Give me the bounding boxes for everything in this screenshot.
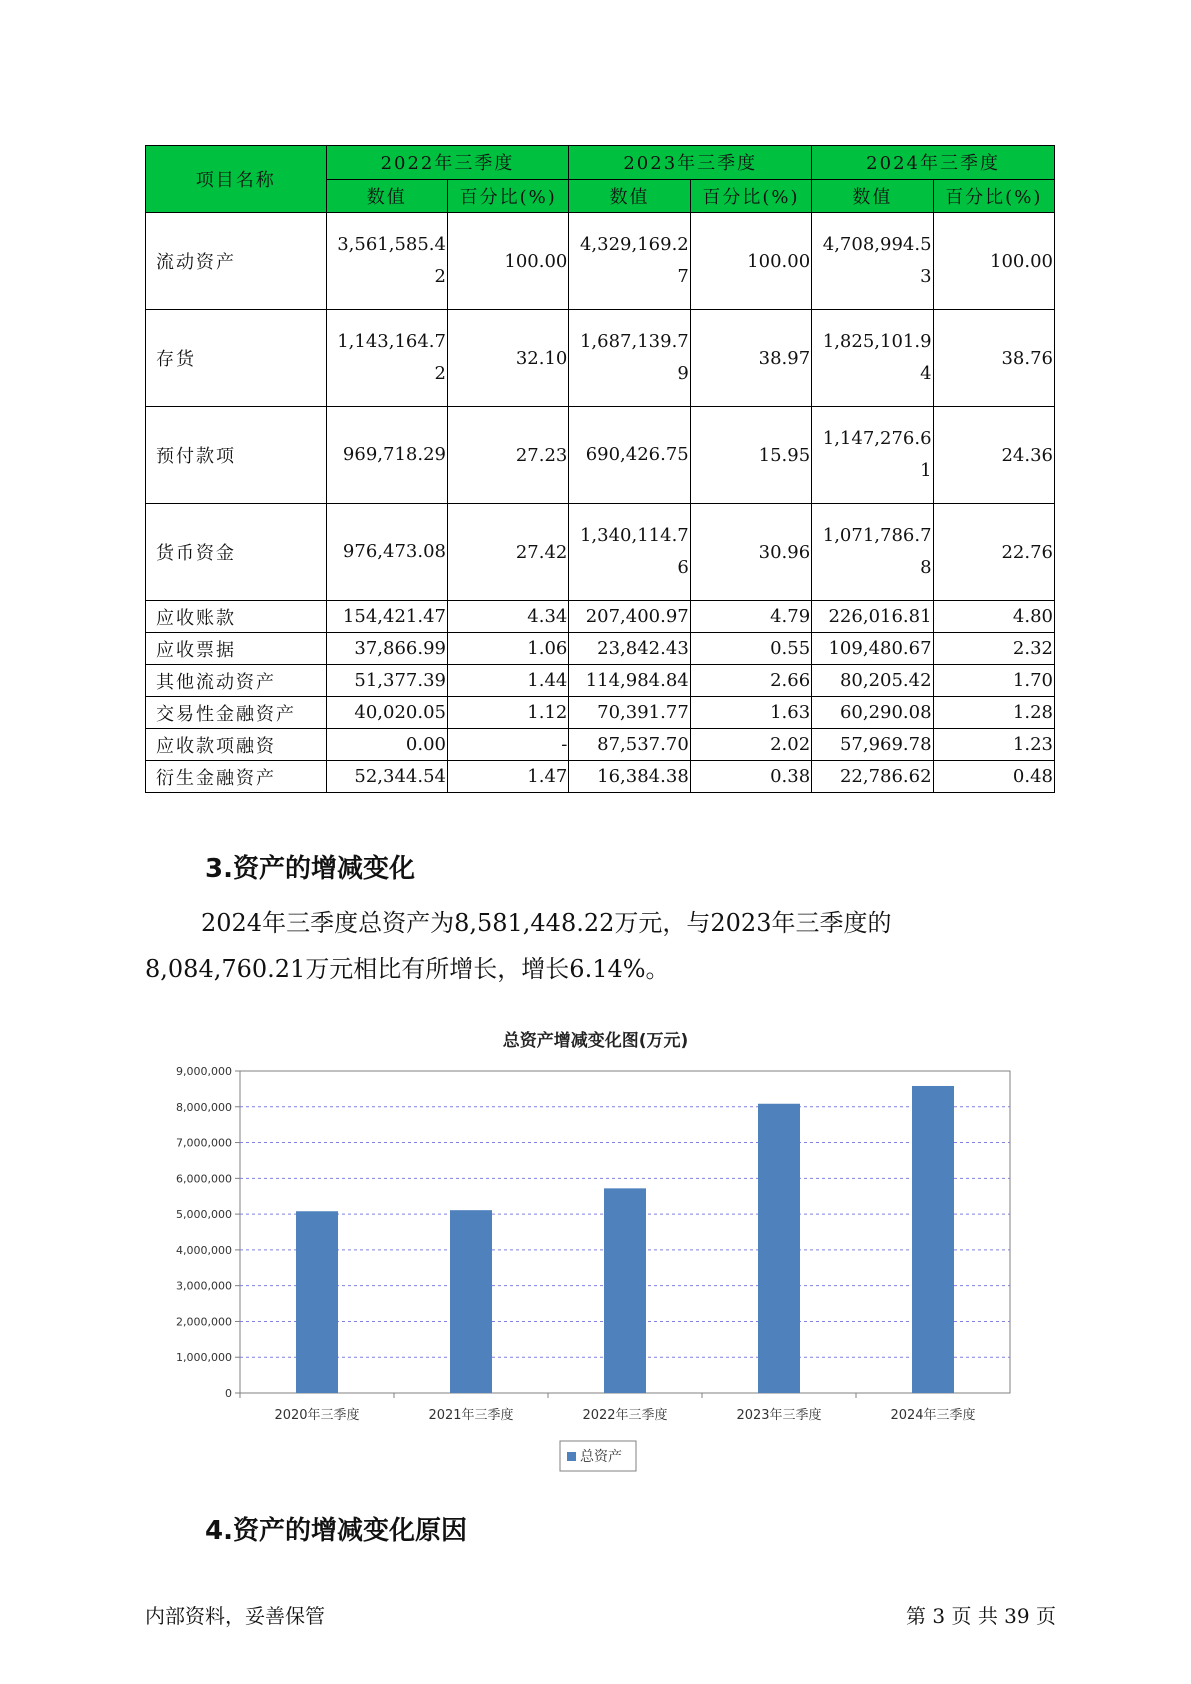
value-cell: 0.00 xyxy=(326,729,447,761)
table-row xyxy=(146,633,1055,665)
value-cell xyxy=(326,310,447,407)
bar xyxy=(912,1086,954,1393)
x-tick-label: 2020年三季度 xyxy=(274,1408,360,1423)
row-label: 应收账款 xyxy=(146,601,327,633)
value-text: 1,340,114.76 xyxy=(579,525,689,578)
x-tick-label: 2024年三季度 xyxy=(890,1408,976,1423)
y-tick-label: 6,000,000 xyxy=(176,1172,232,1186)
percent-cell: 27.42 xyxy=(447,504,568,601)
y-tick-label: 0 xyxy=(225,1387,232,1400)
row-label: 交易性金融资产 xyxy=(146,697,327,729)
y-tick-label: 2,000,000 xyxy=(176,1315,232,1329)
value-cell: 207,400.97 xyxy=(569,601,690,633)
value-text: 4,708,994.53 xyxy=(822,234,932,287)
table-row xyxy=(146,697,1055,729)
percent-cell: 100.00 xyxy=(690,213,811,310)
percent-cell: 27.23 xyxy=(447,407,568,504)
percent-cell: 1.70 xyxy=(933,665,1054,697)
x-tick-label: 2023年三季度 xyxy=(736,1408,822,1423)
financial-table xyxy=(145,145,1055,793)
row-label: 预付款项 xyxy=(146,407,327,504)
y-tick-label: 4,000,000 xyxy=(176,1243,232,1257)
y-tick-label: 8,000,000 xyxy=(176,1100,232,1114)
value-cell: 114,984.84 xyxy=(569,665,690,697)
value-cell: 52,344.54 xyxy=(326,761,447,793)
row-label: 流动资产 xyxy=(146,213,327,310)
percent-cell: - xyxy=(447,729,568,761)
value-cell xyxy=(569,310,690,407)
value-header: 数值 xyxy=(569,179,690,213)
value-text: 4,329,169.27 xyxy=(579,234,689,287)
percent-cell: 4.80 xyxy=(933,601,1054,633)
value-text: 1,687,139.79 xyxy=(579,331,689,384)
section-3-heading: 3.资产的增减变化 xyxy=(205,854,415,884)
value-cell xyxy=(326,213,447,310)
percent-header: 百分比(%) xyxy=(690,179,811,213)
value-cell xyxy=(326,407,447,504)
table-row xyxy=(146,601,1055,633)
value-cell: 109,480.67 xyxy=(812,633,933,665)
row-label: 衍生金融资产 xyxy=(146,761,327,793)
table-row xyxy=(146,310,1055,407)
value-cell: 57,969.78 xyxy=(812,729,933,761)
value-cell xyxy=(812,407,933,504)
value-cell xyxy=(326,504,447,601)
value-cell: 70,391.77 xyxy=(569,697,690,729)
table-row xyxy=(146,729,1055,761)
value-cell xyxy=(569,504,690,601)
value-cell: 154,421.47 xyxy=(326,601,447,633)
period-header-2022: 2022年三季度 xyxy=(326,146,569,180)
value-text: 1,147,276.61 xyxy=(822,428,932,481)
percent-cell: 1.63 xyxy=(690,697,811,729)
bar xyxy=(296,1211,338,1393)
footer-page-number: 第 3 页 共 39 页 xyxy=(906,1604,1056,1628)
row-label: 应收票据 xyxy=(146,633,327,665)
value-cell: 23,842.43 xyxy=(569,633,690,665)
paragraph-line-2: 8,084,760.21万元相比有所增长，增长6.14%。 xyxy=(145,955,670,983)
value-cell xyxy=(812,504,933,601)
table-row xyxy=(146,407,1055,504)
value-cell xyxy=(812,213,933,310)
value-cell: 80,205.42 xyxy=(812,665,933,697)
percent-cell: 15.95 xyxy=(690,407,811,504)
row-label: 应收款项融资 xyxy=(146,729,327,761)
percent-cell: 1.28 xyxy=(933,697,1054,729)
percent-cell: 30.96 xyxy=(690,504,811,601)
percent-cell: 2.66 xyxy=(690,665,811,697)
y-tick-label: 9,000,000 xyxy=(176,1065,232,1078)
section-3-paragraph xyxy=(145,900,1055,992)
percent-cell: 2.02 xyxy=(690,729,811,761)
value-cell xyxy=(812,310,933,407)
section-4-heading: 4.资产的增减变化原因 xyxy=(205,1516,467,1546)
y-tick-label: 7,000,000 xyxy=(176,1136,232,1150)
table-row xyxy=(146,761,1055,793)
value-text: 976,473.08 xyxy=(342,541,446,562)
value-cell: 51,377.39 xyxy=(326,665,447,697)
percent-cell: 1.06 xyxy=(447,633,568,665)
percent-cell: 100.00 xyxy=(933,213,1054,310)
table-row xyxy=(146,213,1055,310)
y-tick-label: 1,000,000 xyxy=(176,1351,232,1365)
percent-cell: 38.76 xyxy=(933,310,1054,407)
value-header: 数值 xyxy=(812,179,933,213)
percent-cell: 1.23 xyxy=(933,729,1054,761)
table-row xyxy=(146,665,1055,697)
percent-header: 百分比(%) xyxy=(447,179,568,213)
period-header-2024: 2024年三季度 xyxy=(812,146,1055,180)
value-text: 1,143,164.72 xyxy=(337,331,446,384)
percent-cell: 24.36 xyxy=(933,407,1054,504)
row-label: 货币资金 xyxy=(146,504,327,601)
value-text: 969,718.29 xyxy=(342,444,446,465)
bar xyxy=(604,1188,646,1393)
value-cell: 87,537.70 xyxy=(569,729,690,761)
item-name-header: 项目名称 xyxy=(146,146,327,213)
percent-cell: 32.10 xyxy=(447,310,568,407)
y-tick-label: 5,000,000 xyxy=(176,1208,232,1222)
y-tick-label: 3,000,000 xyxy=(176,1279,232,1293)
percent-cell: 0.38 xyxy=(690,761,811,793)
value-cell xyxy=(569,407,690,504)
x-tick-label: 2021年三季度 xyxy=(428,1408,514,1423)
total-assets-chart xyxy=(140,1055,1040,1475)
paragraph-line-1: 2024年三季度总资产为8,581,448.22万元，与2023年三季度的 xyxy=(201,909,892,937)
value-header: 数值 xyxy=(326,179,447,213)
value-cell: 22,786.62 xyxy=(812,761,933,793)
value-cell: 37,866.99 xyxy=(326,633,447,665)
percent-cell: 1.44 xyxy=(447,665,568,697)
percent-cell: 22.76 xyxy=(933,504,1054,601)
value-text: 1,825,101.94 xyxy=(822,331,932,384)
x-tick-label: 2022年三季度 xyxy=(582,1408,668,1423)
percent-cell: 100.00 xyxy=(447,213,568,310)
value-text: 690,426.75 xyxy=(585,444,689,465)
percent-cell: 4.79 xyxy=(690,601,811,633)
legend-swatch xyxy=(567,1452,576,1461)
bar xyxy=(758,1104,800,1393)
row-label: 其他流动资产 xyxy=(146,665,327,697)
bar xyxy=(450,1210,492,1393)
chart-title: 总资产增减变化图(万元) xyxy=(502,1031,689,1051)
value-cell xyxy=(569,213,690,310)
legend-label: 总资产 xyxy=(580,1449,622,1465)
footer-confidential-note: 内部资料，妥善保管 xyxy=(145,1604,325,1628)
value-cell: 226,016.81 xyxy=(812,601,933,633)
value-cell: 16,384.38 xyxy=(569,761,690,793)
percent-cell: 0.48 xyxy=(933,761,1054,793)
value-text: 3,561,585.42 xyxy=(337,234,446,287)
percent-cell: 1.12 xyxy=(447,697,568,729)
value-text: 1,071,786.78 xyxy=(822,525,932,578)
value-cell: 40,020.05 xyxy=(326,697,447,729)
percent-cell: 4.34 xyxy=(447,601,568,633)
value-cell: 60,290.08 xyxy=(812,697,933,729)
percent-cell: 1.47 xyxy=(447,761,568,793)
period-header-2023: 2023年三季度 xyxy=(569,146,812,180)
percent-cell: 0.55 xyxy=(690,633,811,665)
percent-header: 百分比(%) xyxy=(933,179,1054,213)
row-label: 存货 xyxy=(146,310,327,407)
table-row xyxy=(146,504,1055,601)
percent-cell: 2.32 xyxy=(933,633,1054,665)
percent-cell: 38.97 xyxy=(690,310,811,407)
